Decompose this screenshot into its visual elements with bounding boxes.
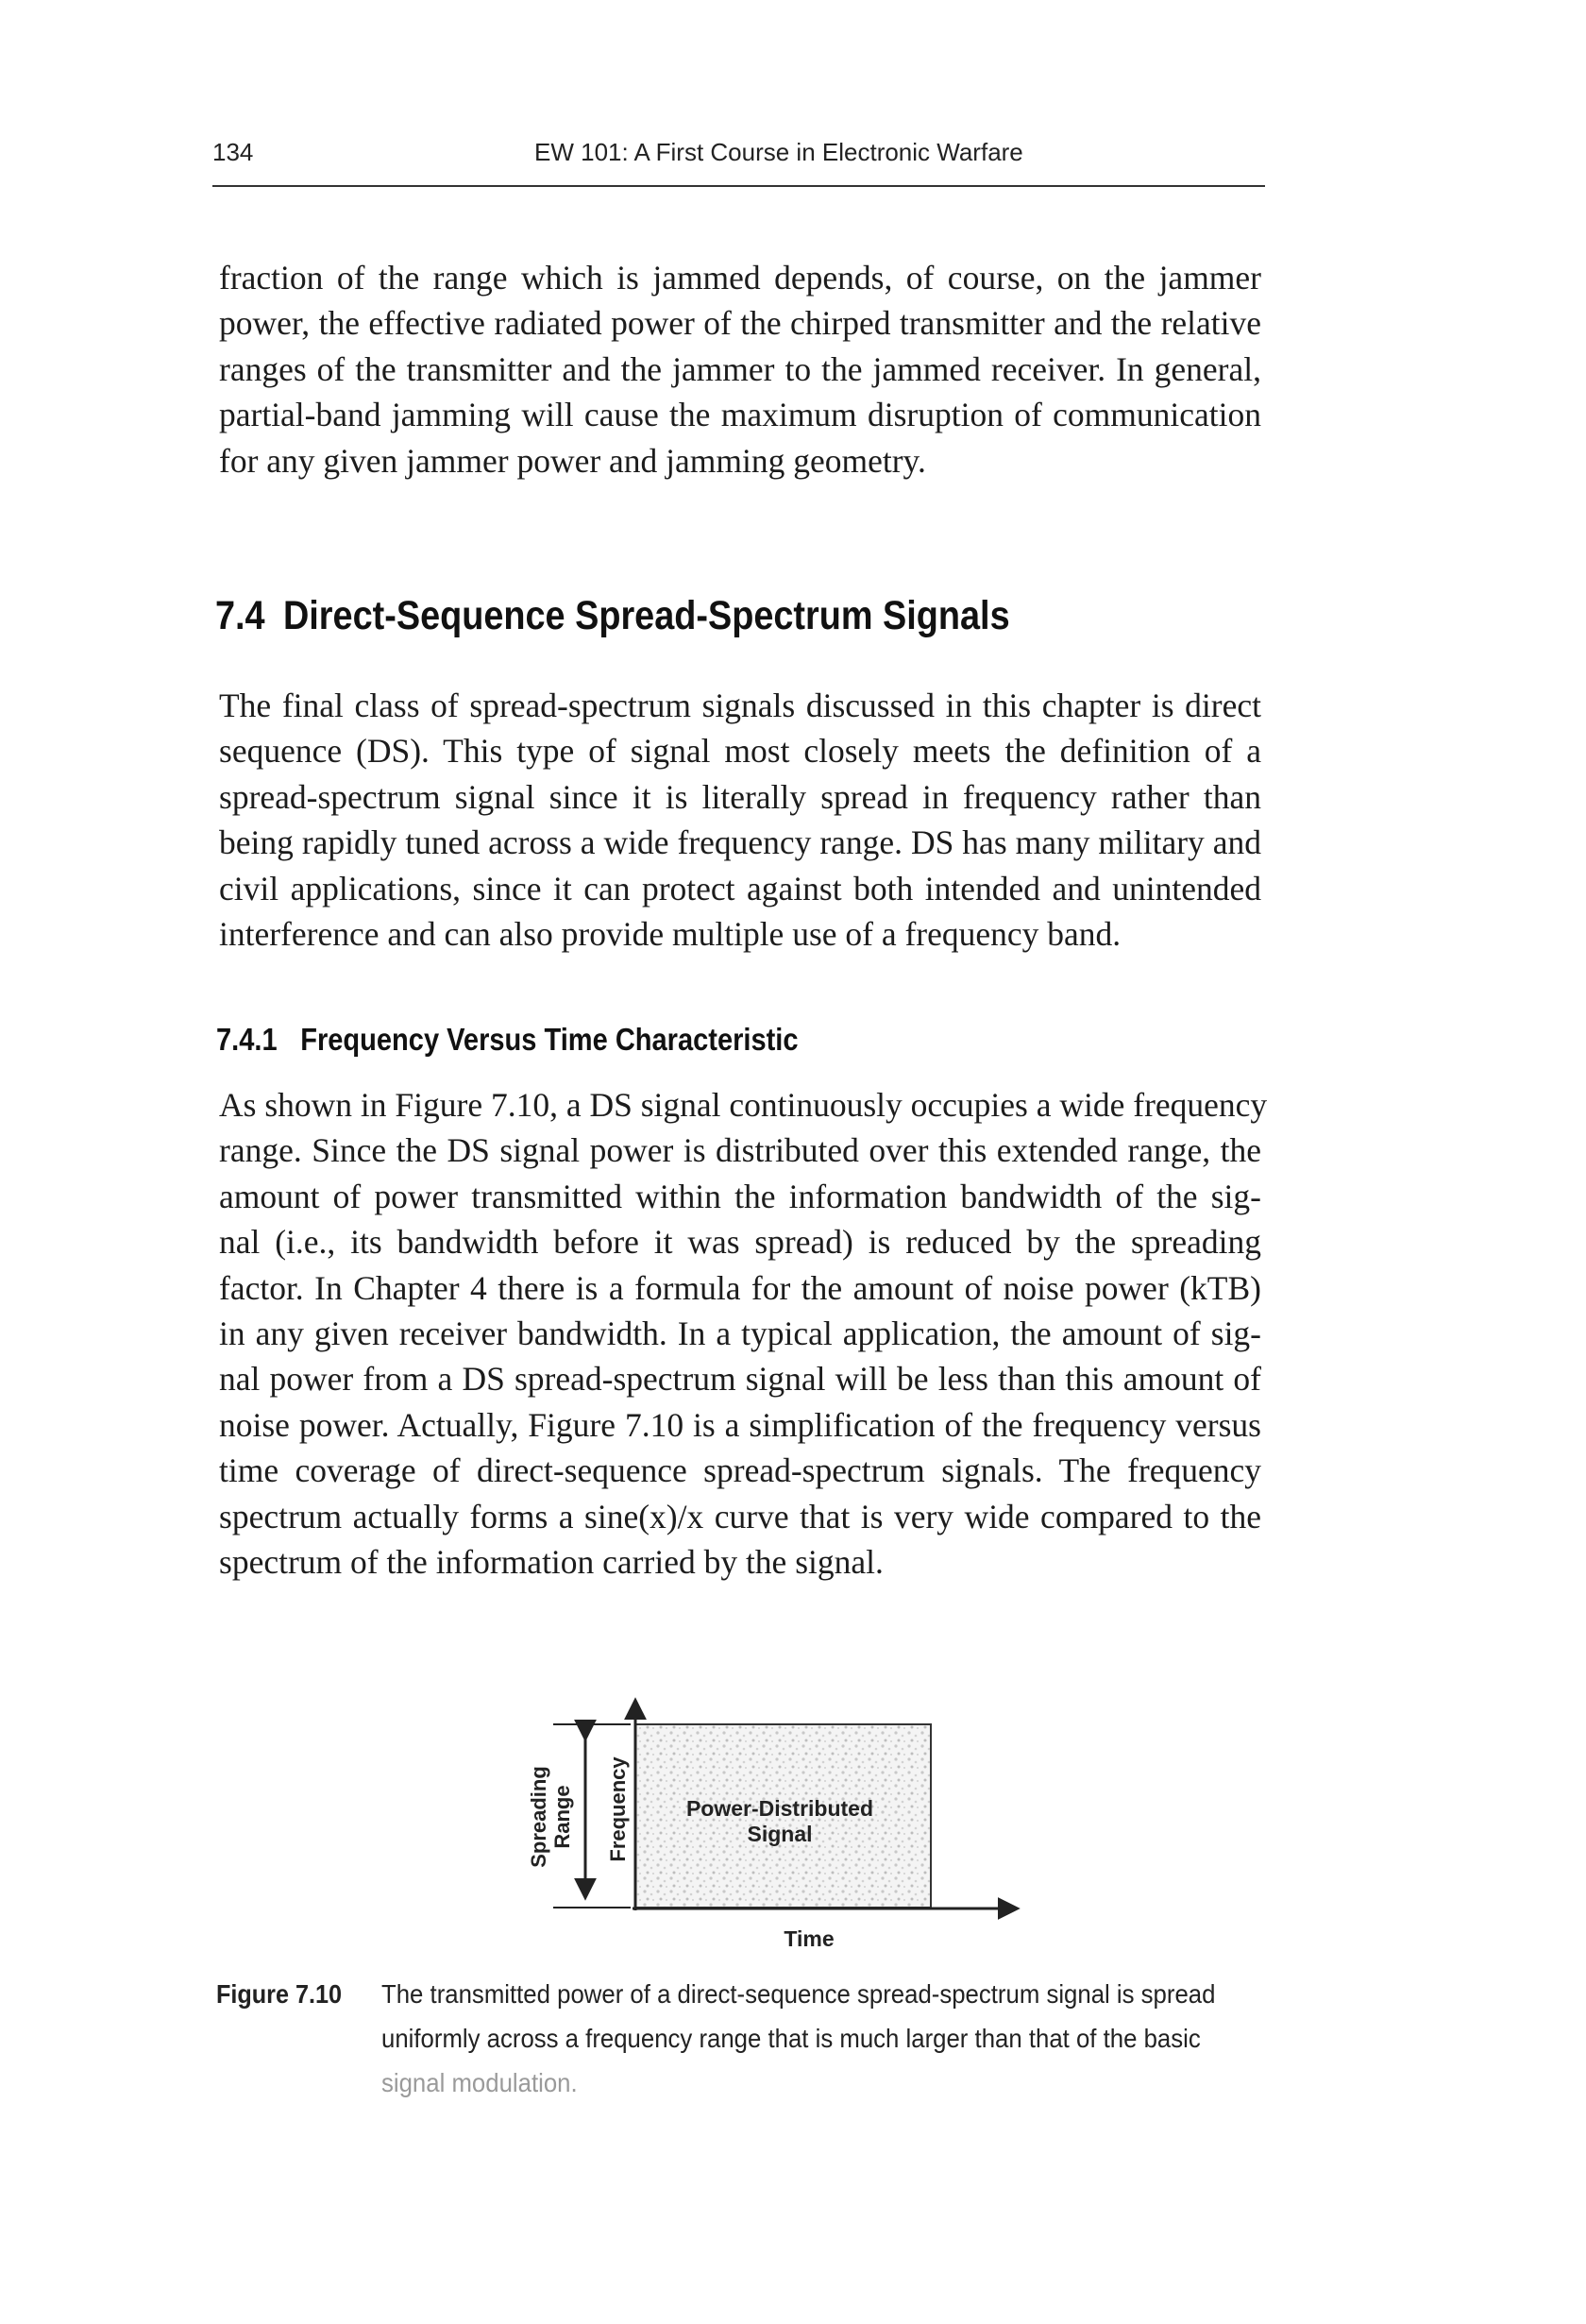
text-line: sequence (DS). This type of signal most closely meets the definition of a <box>219 732 1261 771</box>
text-line: partial-band jamming will cause the maximum disruption of communication <box>219 396 1261 434</box>
text-line: being rapidly tuned across a wide frequency range. DS has many military and <box>219 823 1261 862</box>
section-heading <box>215 593 1010 639</box>
section-paragraph <box>219 683 1261 957</box>
running-header <box>212 138 1265 176</box>
text-line: power, the effective radiated power of the chirped transmitter and the relative <box>219 304 1261 343</box>
text-line: The final class of spread-spectrum signals discussed in this chapter is direct <box>219 687 1261 724</box>
text-line: time coverage of direct-sequence spread-spectrum signals. The frequency <box>219 1451 1261 1490</box>
page-number: 134 <box>212 138 254 166</box>
figure-7-10 <box>510 1690 1038 1955</box>
section-number: 7.4 <box>215 593 265 638</box>
frequency-time-diagram <box>510 1690 1038 1955</box>
signal-label-line-2: Signal <box>747 1822 813 1846</box>
text-line: amount of power transmitted within the information bandwidth of the sig- <box>219 1177 1261 1215</box>
subsection-title: Frequency Versus Time Characteristic <box>300 1022 799 1057</box>
text-line: fraction of the range which is jammed depends, of course, on the jammer <box>219 259 1261 297</box>
text-line: spread-spectrum signal since it is literally spread in frequency rather than <box>219 777 1261 816</box>
text-line: range. Since the DS signal power is distributed over this extended range, the <box>219 1131 1261 1170</box>
text-line: spectrum actually forms a sine(x)/x curve that is very wide compared to the <box>219 1497 1261 1535</box>
caption-text <box>381 1972 1274 2105</box>
subsection-paragraph <box>219 1082 1268 1585</box>
header-rule <box>212 185 1265 187</box>
caption-line: uniformly across a frequency range that is much larger than that of the basic <box>381 2024 1201 2053</box>
caption-line: signal modulation. <box>381 2068 578 2097</box>
text-line: nal (i.e., its bandwidth before it was spread) is reduced by the spreading <box>219 1223 1261 1262</box>
subsection-number: 7.4.1 <box>216 1022 278 1057</box>
text-line: factor. In Chapter 4 there is a formula for the amount of noise power (kTB) <box>219 1268 1261 1307</box>
section-title: Direct-Sequence Spread-Spectrum Signals <box>282 593 1010 638</box>
text-line: ranges of the transmitter and the jammer to the jammed receiver. In general, <box>219 349 1261 388</box>
text-line: in any given receiver bandwidth. In a typical application, the amount of sig- <box>219 1314 1261 1352</box>
time-label: Time <box>784 1926 835 1951</box>
signal-label-line-1: Power-Distributed <box>685 1796 874 1821</box>
range-label: Range <box>550 1785 574 1849</box>
text-line: civil applications, since it can protect against both intended and unintended <box>219 869 1261 908</box>
text-line: As shown in Figure 7.10, a DS signal continuously occupies a wide frequency <box>219 1086 1268 1124</box>
caption-line: The transmitted power of a direct-sequence spread-spectrum signal is spread <box>381 1979 1216 2009</box>
text-line: noise power. Actually, Figure 7.10 is a simplification of the frequency versus <box>219 1405 1261 1444</box>
running-title: EW 101: A First Course in Electronic Warfare <box>534 138 1023 166</box>
frequency-label: Frequency <box>606 1756 630 1862</box>
spreading-label: Spreading <box>527 1766 550 1868</box>
text-line: interference and can also provide multiple use of a frequency band. <box>219 914 1122 953</box>
text-line: spectrum of the information carried by the signal. <box>219 1542 884 1581</box>
subsection-heading <box>216 1022 799 1058</box>
caption-label: Figure 7.10 <box>216 1979 343 2009</box>
text-line: for any given jammer power and jamming geometry. <box>219 441 926 480</box>
text-line: nal power from a DS spread-spectrum signal will be less than this amount of <box>219 1360 1261 1399</box>
intro-paragraph <box>219 255 1261 483</box>
